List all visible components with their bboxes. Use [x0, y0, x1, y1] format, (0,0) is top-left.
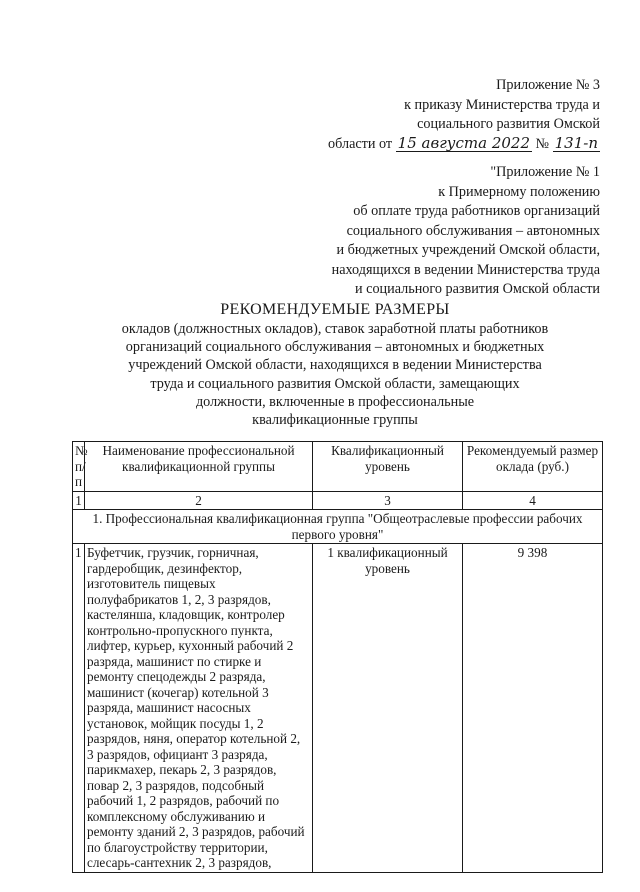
subtitle-line: окладов (должностных окладов), ставок заработной платы работников	[121, 321, 549, 337]
subtitle-line: труда и социального развития Омской области, замещающих	[150, 375, 520, 392]
appendix-1-header	[332, 163, 600, 300]
appendix-1-line: "Приложение № 1	[490, 164, 600, 180]
header-name: Наименование профессиональной квалификационной группы	[85, 442, 313, 492]
group-title: 1. Профессиональная квалификационная группа "Общеотраслевые профессии рабочих первого уровня"	[73, 510, 603, 544]
header-salary: Рекомендуемый размер оклада (руб.)	[463, 442, 603, 492]
subtitle-line: квалификационные группы	[252, 412, 418, 429]
document-heading	[70, 300, 600, 429]
order-date-handwritten: 15 августа 2022	[397, 133, 530, 152]
appendix-3-header	[328, 76, 600, 154]
row-num: 1	[73, 544, 85, 873]
appendix-3-line1: Приложение № 3	[496, 77, 600, 93]
subtitle-line: учреждений Омской области, находящихся в ведении Министерства	[128, 357, 542, 374]
row-level: 1 квалификационный уровень	[313, 544, 463, 873]
appendix-1-line: и бюджетных учреждений Омской области,	[336, 242, 600, 258]
salary-table	[72, 441, 603, 873]
appendix-1-line: об оплате труда работников организаций	[353, 203, 600, 219]
row-professions: Буфетчик, грузчик, горничная, гардеробщик, дезинфектор, изготовитель пищевых полуфабрикатов 1, 2, 3 разрядов, кастелянша, кладовщик, контролер контрольно-пропускного пункта, лифтер, курьер, кухонный рабочий 2 разряда, машинист по стирке и ремонту спецодежды 2 разряда, машинист (кочегар) котельной 3 разряда, машинист насосных установок, мойщик посуды 1, 2 разрядов, няня, оператор котельной 2, 3 разрядов, официант 3 разряда, парикмахер, пекарь 2, 3 разрядов, повар 2, 3 разрядов, подсобный рабочий 1, 2 разрядов, рабочий по комплексному обслуживанию и ремонту зданий 2, 3 разрядов, рабочий по благоустройству территории, слесарь-сантехник 2, 3 разрядов,	[85, 544, 313, 873]
subtitle-line: организаций социального обслуживания – автономных и бюджетных	[125, 339, 545, 356]
column-index: 1	[73, 491, 85, 510]
table-row	[73, 544, 603, 873]
appendix-1-line: и социального развития Омской области	[355, 281, 600, 297]
document-title: РЕКОМЕНДУЕМЫЕ РАЗМЕРЫ	[220, 301, 450, 318]
row-salary: 9 398	[463, 544, 603, 873]
column-index: 3	[313, 491, 463, 510]
appendix-3-line2: к приказу Министерства труда и	[404, 96, 600, 113]
column-index: 4	[463, 491, 603, 510]
appendix-3-line4	[328, 135, 600, 155]
header-num: № п/п	[73, 442, 85, 492]
table-header-row	[73, 442, 603, 492]
header-level: Квалификационный уровень	[313, 442, 463, 492]
appendix-1-line: социального обслуживания – автономных	[346, 222, 600, 239]
subtitle-line: должности, включенные в профессиональные	[195, 393, 475, 410]
order-number-handwritten: 131-п	[554, 133, 598, 152]
column-index-row	[73, 491, 603, 510]
appendix-1-line: находящихся в ведении Министерства труда	[331, 261, 600, 278]
order-number-label: №	[535, 135, 550, 152]
column-index: 2	[85, 491, 313, 510]
appendix-1-line: к Примерному положению	[438, 183, 600, 200]
group-row	[73, 510, 603, 544]
appendix-3-line3: социального развития Омской	[417, 116, 600, 132]
order-date-prefix: области от	[328, 135, 393, 152]
